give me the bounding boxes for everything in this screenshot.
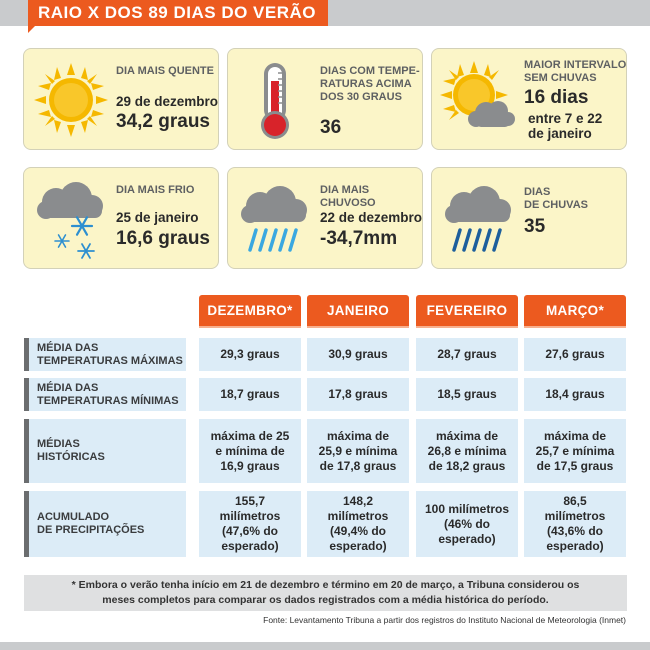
card-label: MAIOR INTERVALO [524, 59, 627, 71]
card-rainiest-day [227, 167, 423, 269]
card-label: DIA MAIS QUENTE [116, 65, 214, 77]
table-cell: máxima de 25 e mínima de 16,9 graus [199, 419, 301, 483]
card-rainy-days [431, 167, 627, 269]
card-label: DIA MAIS CHUVOSO [320, 184, 376, 209]
month-header-fevereiro: FEVEREIRO [416, 295, 518, 326]
card-date: 29 de dezembro [116, 94, 219, 109]
card-label: DIA MAIS FRIO [116, 184, 195, 196]
table-cell: 18,4 graus [524, 378, 626, 411]
row-label-line: MÉDIA DAS [37, 341, 99, 354]
table-cell: máxima de 25,7 e mínima de 17,5 graus [524, 419, 626, 483]
card-label: DIAS [524, 186, 551, 198]
card-label: DOS 30 GRAUS [320, 91, 402, 103]
month-header-dezembro: DEZEMBRO* [199, 295, 301, 326]
card-value: 34,2 graus [116, 111, 210, 132]
row-label-historical [24, 419, 186, 483]
sun-icon [30, 59, 112, 141]
page-title: RAIO X DOS 89 DIAS DO VERÃO [28, 0, 328, 26]
table-cell: 18,5 graus [416, 378, 518, 411]
table-cell: 28,7 graus [416, 338, 518, 371]
row-label-line: HISTÓRICAS [37, 451, 105, 463]
row-label-min-temps [24, 378, 186, 411]
card-period: entre 7 e 22 [528, 111, 603, 126]
month-header-marco: MARÇO* [524, 295, 626, 326]
table-cell: 18,7 graus [199, 378, 301, 411]
card-label: SEM CHUVAS [524, 72, 597, 84]
table-cell: 148,2 milímetros (49,4% do esperado) [307, 491, 409, 557]
table-cell: 17,8 graus [307, 378, 409, 411]
table-cell: máxima de 26,8 e mínima de 18,2 graus [416, 419, 518, 483]
row-label-line: ACUMULADO [37, 511, 110, 523]
bottom-bar [0, 642, 650, 650]
row-label-max-temps [24, 338, 186, 371]
snow-cloud-icon [30, 178, 112, 260]
month-header-janeiro: JANEIRO [307, 295, 409, 326]
footnote-line: * Embora o verão tenha início em 21 de dezembro e término em 20 de março, a Tribuna considerou os [71, 579, 580, 591]
table-cell: máxima de 25,9 e mínima de 17,8 graus [307, 419, 409, 483]
table-cell: 155,7 milímetros (47,6% do esperado) [199, 491, 301, 557]
table-cell: 29,3 graus [199, 338, 301, 371]
card-value: -34,7mm [320, 228, 398, 249]
card-coldest-day [23, 167, 219, 269]
rain-cloud-dark-icon [438, 178, 520, 260]
card-label: DIAS COM TEMPE- [320, 65, 420, 77]
table-cell: 27,6 graus [524, 338, 626, 371]
card-value: 35 [524, 216, 546, 237]
card-value: 16 dias [524, 87, 589, 108]
card-label: DE CHUVAS [524, 199, 588, 211]
row-label-line: MÉDIA DAS [37, 381, 99, 394]
card-date: 22 de dezembro [320, 210, 423, 225]
card-hottest-day [23, 48, 219, 150]
row-label-line: TEMPERATURAS MÁXIMAS [37, 354, 183, 367]
row-label-line: DE PRECIPITAÇÕES [37, 524, 145, 536]
card-date: 25 de janeiro [116, 210, 199, 225]
footnote [24, 575, 627, 611]
card-period: de janeiro [528, 126, 592, 141]
rain-cloud-icon [234, 178, 316, 260]
table-cell: 30,9 graus [307, 338, 409, 371]
card-label: RATURAS ACIMA [320, 78, 412, 90]
card-value: 16,6 graus [116, 228, 210, 249]
table-cell: 100 milímetros (46% do esperado) [416, 491, 518, 557]
row-label-line: TEMPERATURAS MÍNIMAS [37, 394, 179, 407]
footnote-line: meses completos para comparar os dados registrados com a média histórica do período. [102, 594, 549, 606]
card-days-above-30 [227, 48, 423, 150]
row-label-precipitation [24, 491, 186, 557]
source-credit: Fonte: Levantamento Tribuna a partir dos registros do Instituto Nacional de Meteorologia (Inmet) [263, 615, 626, 625]
row-label-line: MÉDIAS [37, 438, 80, 450]
table-cell: 86,5 milímetros (43,6% do esperado) [524, 491, 626, 557]
thermometer-icon [234, 59, 316, 141]
card-longest-dry-spell [431, 48, 627, 150]
card-value: 36 [320, 117, 342, 138]
title-notch [28, 26, 35, 33]
sun-cloud-icon [438, 59, 520, 141]
